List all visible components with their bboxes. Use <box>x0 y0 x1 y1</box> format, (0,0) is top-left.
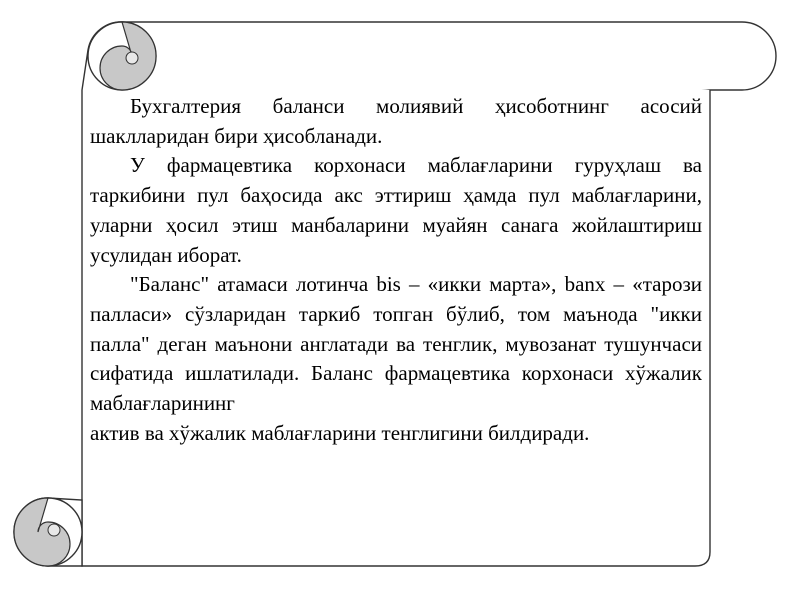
scroll-bottom-curl <box>14 498 82 566</box>
paragraph-2: У фармацевтика корхонаси маблағларини гуруҳлаш ва таркибини пул баҳосида акс эттириш ҳамда пул маблағларини, уларни ҳосил этиш манбаларини муайян санага жойлаштириш усулидан иборат. <box>90 153 702 267</box>
scroll-top-curl <box>88 22 156 90</box>
paragraph-1: Бухгалтерия баланси молиявий ҳисоботнинг асосий шаклларидан бири ҳисобланади. <box>90 94 702 148</box>
scroll-text <box>90 92 702 448</box>
paragraph-3: "Баланс" атамаси лотинча bis – «икки марта», banx – «тарози палласи» сўзларидан таркиб топган бўлиб, том маънода "икки палла" деган маънони англатади ва тенглик, мувозанат тушунчаси сифатида ишлатилади. Баланс фармацевтика корхонаси хўжалик маблағларининг <box>90 272 702 416</box>
paragraph-4: актив ва хўжалик маблағларини тенглигини билдиради. <box>90 420 590 445</box>
